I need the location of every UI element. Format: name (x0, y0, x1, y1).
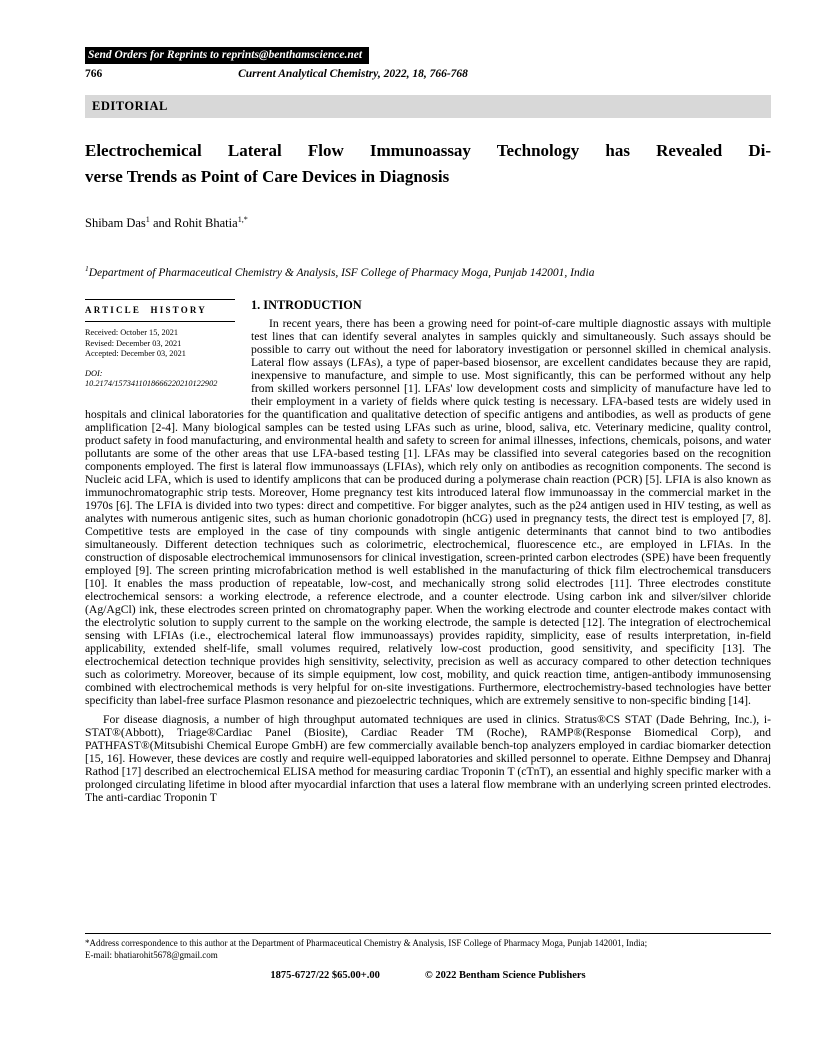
affiliation-mark: 1 (85, 264, 89, 274)
accepted-date: Accepted: December 03, 2021 (85, 349, 186, 358)
page-number: 766 (85, 68, 103, 80)
running-head (85, 68, 771, 84)
reprint-notice-bar: Send Orders for Reprints to reprints@benthamscience.net (85, 47, 369, 64)
introduction-heading: 1. INTRODUCTION (251, 298, 362, 312)
introduction-paragraph-1: In recent years, there has been a growing need for point-of-care multiple diagnostic assays with multiple test lines that can identify several analytes in samples quickly and simultaneously. Such assays should be possible to carry out without the need for laboratory investigation or personnel skilled in chemical analysis. Lateral flow assays (LFAs), a type of paper-based biosensor, are excellent candidates because they are rapid, inexpensive to manufacture, and simple to use. Most significantly, this can be performed without any help from skilled workers personnel [1]. LFAs' low development costs and simplicity of manufacture have led to their employment in a variety of fields where quick testing is necessary. LFA-based tests are widely used in hospitals and clinical laboratories for the quantification and qualitative detection of specific antigens and antibodies, as well as products of gene amplification [2-4]. Many biological samples can be tested using LFAs such as urine, blood, saliva, etc. Veterinary medicine, quality control, product safety in food manufacturing, and environmental health and safety to screen for animal illnesses, infections, chemicals, poisons, and water pollutants are some of the other areas that use LFA-based testing [1]. LFAs may be classified into several categories based on the recognition components employed. The first is lateral flow immunoassays (LFIAs), which rely only on antibodies as recognition components. The second is Nucleic acid LFA, which is used to identify amplicons that can be produced during a polymerase chain reaction (PCR) [5]. LFIA is also known as immunochromatographic strip tests. Moreover, Home pregnancy test kits introduced lateral flow immunoassay in the commercial market in the 1970s [6]. The LFIA is divided into two types: direct and competitive. For bigger analytes, such as the p24 antigen used in HIV testing, as well as analytes with numerous antigenic sites, such as human chorionic gonadotropin (hCG) used in pregnancy tests, the direct test is employed [7, 8]. Competitive tests are employed in the case of tiny compounds with single antigenic determinants that cannot bind to two antibodies simultaneously. Different detection techniques such as colorimetric, electrochemical, fluorescence etc., are employed in LFIAs. In the construction of disposable electrochemical immunosensors for clinical investigation, screen-printed carbon electrodes (SPE) have been frequently employed [9]. The screen printing microfabrication method is well established in the manufacturing of thick film electrochemical transducers [10]. It enables the mass production of repeatable, low-cost, and mechanically strong solid electrodes [11]. Three electrodes constitute electrochemical sensors: a working electrode, a reference electrode, and a counter electrode. Using carbon ink and silver/silver chloride (Ag/AgCl) ink, these electrodes screen printed on chromatography paper. When the working electrode and counter electrode makes contact with the electrolytic solution to supply current to the sample on the working electrode, the sample is detected [12]. The integration of electrochemical sensing with LFIAs (i.e., electrochemical lateral flow immunoassays) provides rapidity, simplicity, ease of results interpretation, in-field applicability, extended shelf-life, small volumes required, relatively low-cost production, good sensitivity, and specificity [13]. The electrochemical detection technique provides high sensitivity, selectivity, precision as well as accuracy compared to other detection techniques such as colorimetry. Moreover, because of its simple equipment, low cost, mobility, and quick reaction time, antigen-antibody immunosensing combined with electrochemical methods is very helpful for on-site investigations. Furthermore, electrochemistry-based technologies have better specificity than label-free surface Plasmon resonance and piezoelectric techniques, which are extremely sensitive to non-specific binding [14]. (85, 317, 771, 707)
section-label-editorial: EDITORIAL (85, 95, 771, 118)
correspondence-footnote-line2: E-mail: bhatiarohit5678@gmail.com (85, 949, 218, 960)
issn-price: 1875-6727/22 $65.00+.00 (270, 970, 380, 981)
doi-label: DOI: (85, 368, 103, 378)
introduction-section (85, 299, 771, 804)
affiliation-text: Department of Pharmaceutical Chemistry & Analysis, ISF College of Pharmacy Moga, Punjab 142001, India (88, 267, 595, 279)
correspondence-footnote-line1: *Address correspondence to this author at the Department of Pharmaceutical Chemistry & Analysis, ISF College of Pharmacy Moga, Punjab 142001, India; (85, 938, 648, 948)
journal-citation: Current Analytical Chemistry, 2022, 18, 766-768 (238, 68, 468, 80)
copyright-notice: © 2022 Bentham Science Publishers (424, 970, 586, 981)
author-list (85, 216, 771, 231)
author-1-affiliation-mark: 1 (145, 214, 150, 224)
correspondence-footnote (85, 933, 771, 961)
doi-block (85, 369, 235, 390)
article-title-line1: Electrochemical Lateral Flow Immunoassay Technology has Revealed Di- (85, 141, 771, 160)
affiliation (85, 264, 771, 279)
article-title (85, 138, 771, 190)
article-history-dates (85, 328, 235, 360)
author-separator: and (149, 216, 175, 230)
author-2-name: Rohit Bhatia (174, 216, 238, 230)
article-title-line2: verse Trends as Point of Care Devices in Diagnosis (85, 167, 450, 186)
publisher-line (85, 970, 771, 981)
doi-value: 10.2174/1573411018666220210122902 (85, 379, 218, 388)
introduction-paragraph-2: For disease diagnosis, a number of high throughput automated techniques are used in clinics. Stratus®CS STAT (Dade Behring, Inc.), i-STAT®(Abbott), Triage®Cardiac Panel (Biosite), Cardiac Reader TM (Roche), RAMP®(Response Biomedical Corp), and PATHFAST®(Mitsubishi Chemical Europe GmbH) are few commercially available bench-top analyzers employed in cardiac biomarker detection [15, 16]. However, these devices are costly and require well-equipped laboratories and skilled personnel to operate. Eithne Dempsey and Dhanraj Rathod [17] described an electrochemical ELISA method for measuring cardiac Troponin T (cTnT), an essential and highly specific marker with a prolonged circulating lifetime in blood after myocardial infarction that uses a lateral flow membrane with an underlying screen printed electrodes. The anti-cardiac Troponin T (85, 713, 771, 804)
revised-date: Revised: December 03, 2021 (85, 338, 182, 348)
article-history-heading: ARTICLE HISTORY (85, 299, 235, 322)
author-1-name: Shibam Das (85, 216, 146, 230)
page-content (85, 45, 771, 804)
article-history-box (85, 299, 235, 390)
received-date: Received: October 15, 2021 (85, 328, 179, 337)
author-2-affiliation-mark: 1,* (237, 214, 248, 224)
